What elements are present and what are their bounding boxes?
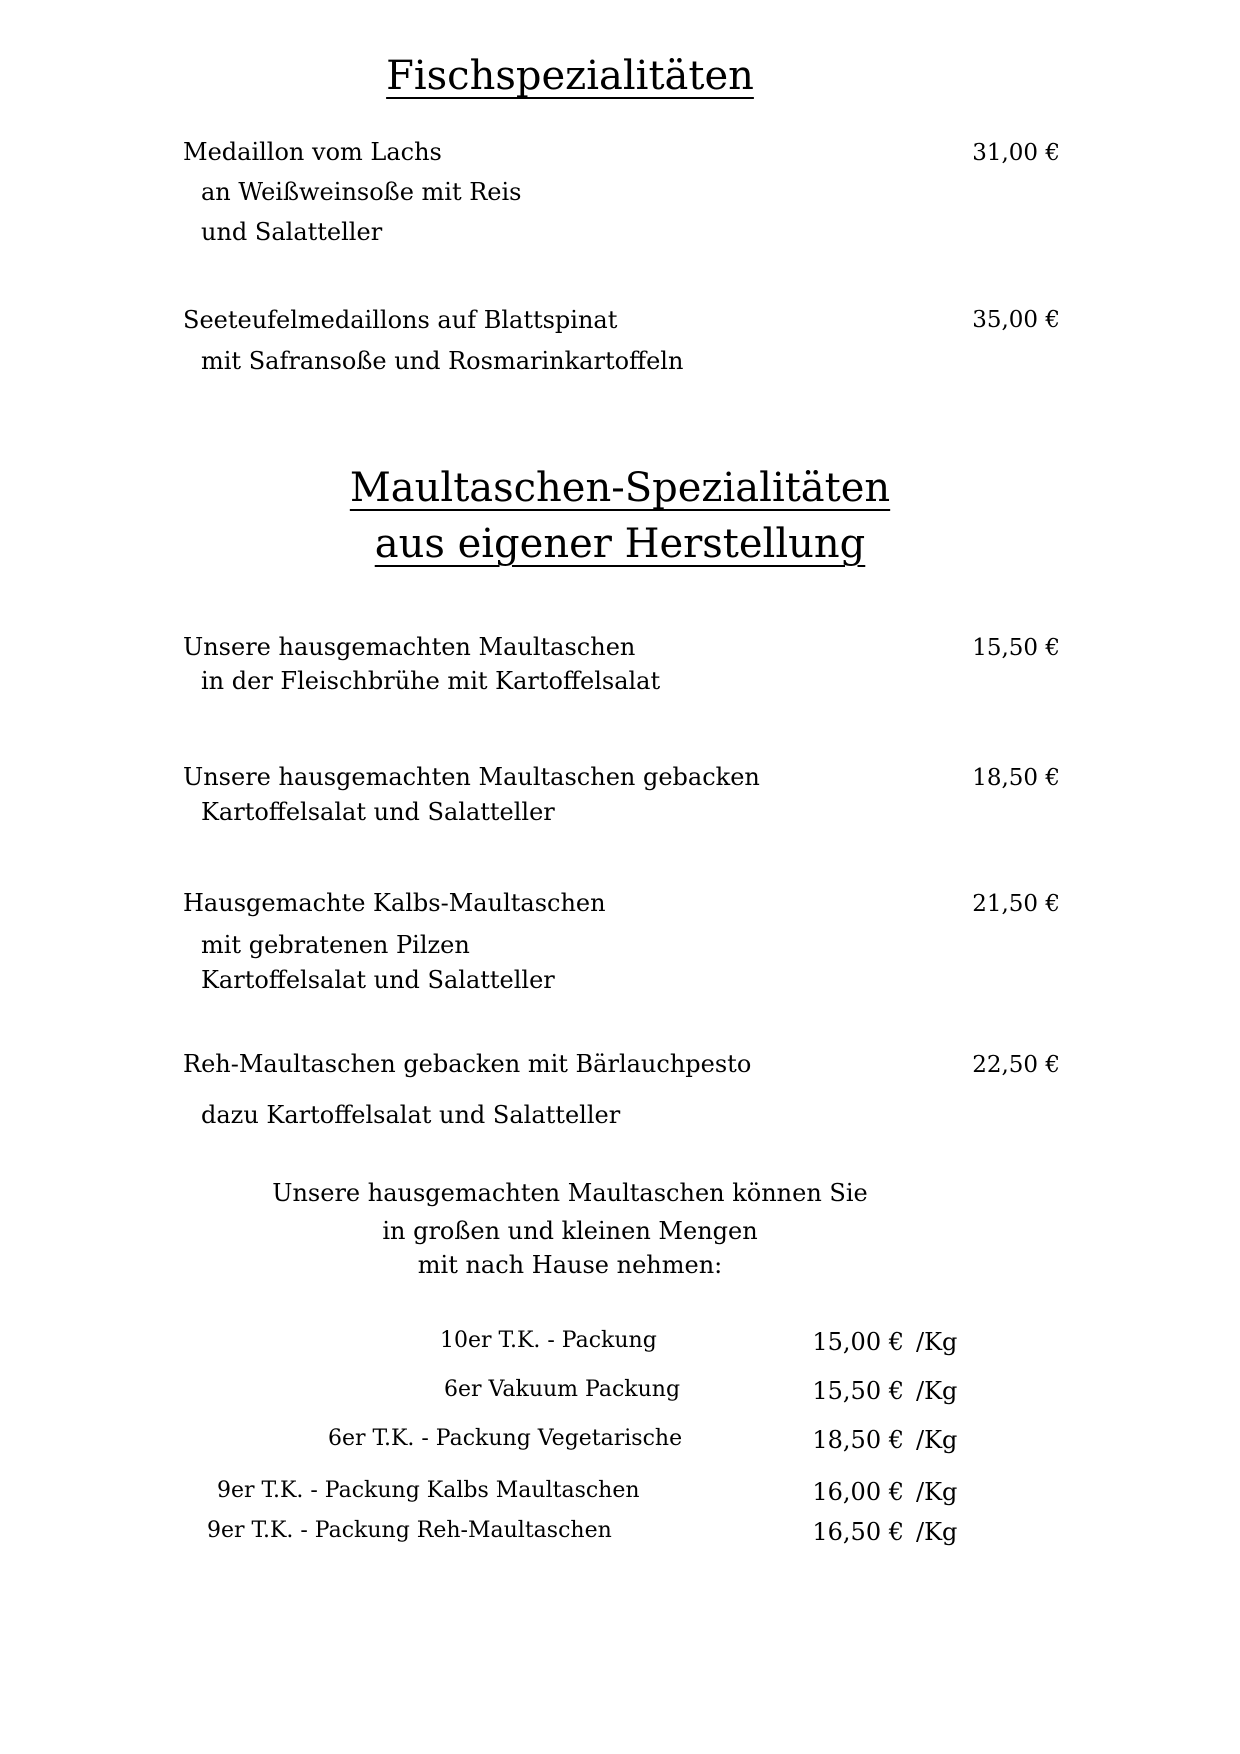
maultaschen-section-subtitle: aus eigener Herstellung bbox=[374, 521, 866, 567]
package-label: 6er Vakuum Packung bbox=[444, 1377, 681, 1402]
package-label: 10er T.K. - Packung bbox=[440, 1328, 657, 1353]
takeaway-note-line: in großen und kleinen Mengen bbox=[382, 1217, 758, 1245]
package-price: 16,00 € bbox=[812, 1478, 904, 1506]
menu-item-price: 21,50 € bbox=[972, 891, 1060, 917]
menu-item-description: mit gebratenen Pilzen bbox=[201, 931, 470, 959]
menu-item-description: dazu Kartoffelsalat und Salatteller bbox=[201, 1101, 621, 1129]
menu-item-name: Reh-Maultaschen gebacken mit Bärlauchpesto bbox=[183, 1050, 752, 1078]
menu-item-price: 31,00 € bbox=[972, 140, 1060, 166]
package-price: 18,50 € bbox=[812, 1426, 904, 1454]
package-price: 15,50 € bbox=[812, 1377, 904, 1405]
menu-item-description: Kartoffelsalat und Salatteller bbox=[201, 966, 555, 994]
takeaway-note-line: mit nach Hause nehmen: bbox=[417, 1251, 723, 1279]
menu-item-price: 15,50 € bbox=[972, 635, 1060, 661]
package-label: 9er T.K. - Packung Reh-Maultaschen bbox=[207, 1518, 612, 1543]
package-label: 9er T.K. - Packung Kalbs Maultaschen bbox=[217, 1478, 640, 1503]
menu-item-name: Unsere hausgemachten Maultaschen bbox=[183, 633, 636, 661]
menu-item-name: Hausgemachte Kalbs-Maultaschen bbox=[183, 889, 606, 917]
maultaschen-section-title: Maultaschen-Spezialitäten bbox=[349, 465, 891, 511]
menu-item-name: Unsere hausgemachten Maultaschen gebacken bbox=[183, 763, 760, 791]
package-unit: /Kg bbox=[916, 1518, 958, 1546]
package-unit: /Kg bbox=[916, 1377, 958, 1405]
menu-item-description: Kartoffelsalat und Salatteller bbox=[201, 798, 555, 826]
menu-item-price: 35,00 € bbox=[972, 307, 1060, 333]
menu-item-description: an Weißweinsoße mit Reis bbox=[201, 178, 522, 206]
package-unit: /Kg bbox=[916, 1478, 958, 1506]
menu-item-description: mit Safransoße und Rosmarinkartoffeln bbox=[201, 347, 684, 375]
menu-item-description: in der Fleischbrühe mit Kartoffelsalat bbox=[201, 667, 661, 695]
takeaway-note-line: Unsere hausgemachten Maultaschen können Sie bbox=[272, 1179, 868, 1207]
menu-item-price: 18,50 € bbox=[972, 765, 1060, 791]
menu-item-name: Seeteufelmedaillons auf Blattspinat bbox=[183, 306, 618, 334]
fisch-section-title: Fischspezialitäten bbox=[386, 53, 754, 99]
menu-item-price: 22,50 € bbox=[972, 1052, 1060, 1078]
package-unit: /Kg bbox=[916, 1426, 958, 1454]
package-unit: /Kg bbox=[916, 1328, 958, 1356]
package-price: 16,50 € bbox=[812, 1518, 904, 1546]
menu-item-description: und Salatteller bbox=[201, 218, 383, 246]
package-label: 6er T.K. - Packung Vegetarische bbox=[328, 1426, 683, 1451]
package-price: 15,00 € bbox=[812, 1328, 904, 1356]
menu-item-name: Medaillon vom Lachs bbox=[183, 138, 442, 166]
